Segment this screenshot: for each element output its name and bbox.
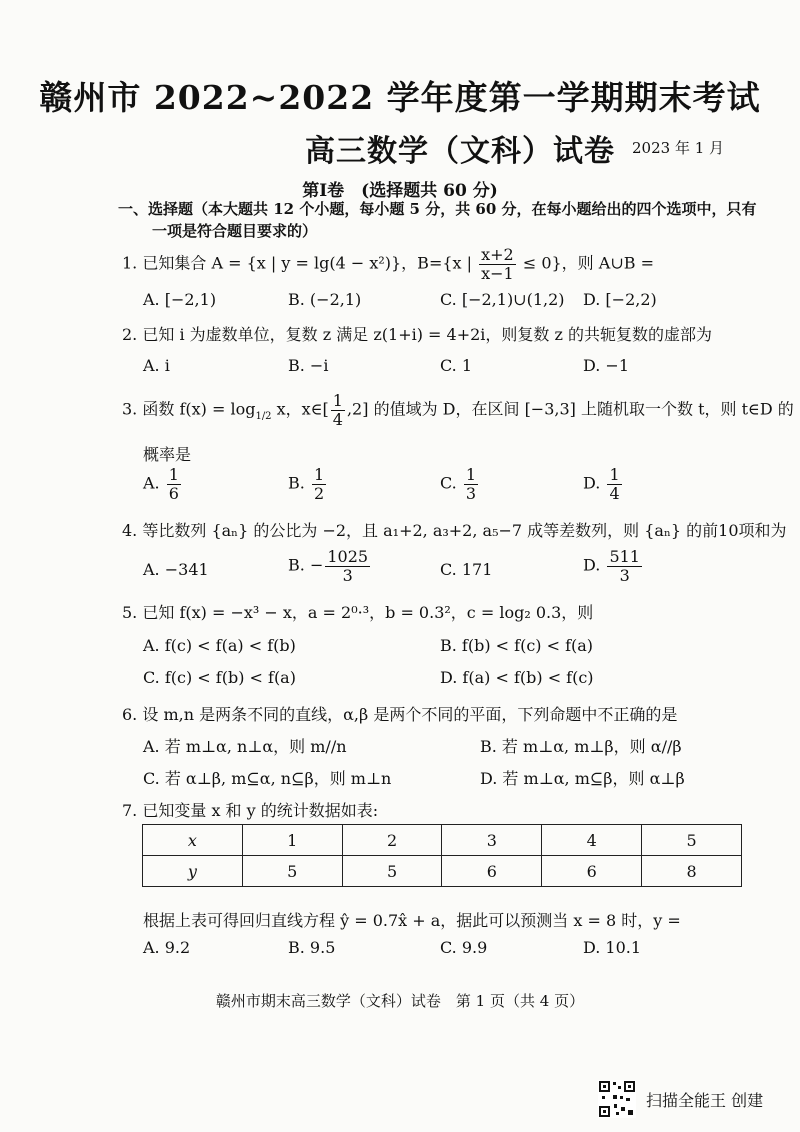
option-label: C. <box>440 473 457 493</box>
table-cell: 4 <box>542 825 642 856</box>
option-label: A. <box>143 560 160 579</box>
table-cell: 2 <box>342 825 442 856</box>
fraction-denominator: 6 <box>168 483 179 503</box>
question-7-continuation: 根据上表可得回归直线方程 ŷ = 0.7x̂ + a，据此可以预测当 x = 8 时，y = <box>143 911 681 930</box>
table-cell: x <box>143 825 243 856</box>
fraction-numerator: 1025 <box>327 547 369 566</box>
option-c: C. [−2,1)∪(1,2) <box>440 290 565 309</box>
option-d: D. [−2,2) <box>583 290 657 309</box>
option-label: D. <box>583 473 601 493</box>
log-base: 1/2 <box>255 410 272 422</box>
question-number: 3. <box>122 399 138 419</box>
fraction-numerator: x+2 <box>481 245 514 264</box>
question-text: 已知变量 x 和 y 的统计数据如表: <box>142 801 379 820</box>
fraction <box>325 548 370 584</box>
fraction-denominator: 3 <box>619 565 630 585</box>
question-6 <box>122 702 762 725</box>
qr-code-icon <box>598 1080 636 1118</box>
question-text-tail: ≤ 0}，则 A∪B = <box>522 253 654 273</box>
fraction-denominator: 4 <box>609 483 620 503</box>
option-d <box>583 548 644 584</box>
question-text: 已知集合 A = {x | y = lg(4 − x²)}，B={x | <box>142 253 473 273</box>
fraction <box>464 466 478 502</box>
fraction <box>167 466 181 502</box>
question-3-continuation: 概率是 <box>143 445 192 464</box>
fraction-numerator: 1 <box>465 465 477 484</box>
option-b: B. 若 m⊥α, m⊥β，则 α//β <box>480 737 682 756</box>
question-text: 等比数列 {aₙ} 的公比为 −2，且 a₁+2, a₃+2, a₅−7 成等差数列，则 {aₙ} 的前10项和为 <box>142 521 787 540</box>
section-line-2: 一项是符合题目要求的） <box>152 222 318 240</box>
option-sign: − <box>309 555 324 575</box>
question-number: 4. <box>122 521 138 540</box>
table-row <box>143 825 742 856</box>
question-text: 设 m,n 是两条不同的直线，α,β 是两个不同的平面，下列命题中不正确的是 <box>142 705 678 724</box>
stats-table <box>142 824 742 887</box>
option-b: B. 9.5 <box>288 938 336 957</box>
option-label: A. <box>143 473 160 493</box>
question-text: 已知 i 为虚数单位，复数 z 满足 z(1+i) = 4+2i，则复数 z 的共轭复数的虚部为 <box>142 325 713 344</box>
table-cell: y <box>143 856 243 887</box>
option-c: C. 1 <box>440 356 473 375</box>
option-b <box>288 466 328 502</box>
fraction-numerator: 1 <box>332 391 343 410</box>
question-3 <box>122 391 794 429</box>
option-b <box>288 548 372 584</box>
section-line-1: 一、选择题（本大题共 12 个小题，每小题 5 分，共 60 分，在每小题给出的四个选项中，只有 <box>118 200 757 218</box>
question-number: 7. <box>122 801 138 820</box>
fraction-denominator: 3 <box>465 483 477 503</box>
fraction <box>479 246 516 282</box>
question-number: 2. <box>122 325 138 344</box>
question-4 <box>122 518 787 541</box>
option-d: D. 若 m⊥α, m⊆β，则 α⊥β <box>480 769 685 788</box>
fraction <box>607 548 642 584</box>
fraction-numerator: 1 <box>313 465 325 484</box>
question-2 <box>122 322 762 345</box>
option-label: D. <box>583 555 601 575</box>
fraction <box>331 392 345 428</box>
option-b: B. (−2,1) <box>288 290 362 309</box>
option-c <box>440 560 492 579</box>
option-d <box>583 466 624 502</box>
fraction <box>312 466 326 502</box>
option-c <box>440 466 480 502</box>
option-a: A. i <box>143 356 170 375</box>
option-label: B. <box>288 555 305 575</box>
option-value: −341 <box>164 560 209 579</box>
exam-subtitle: 高三数学（文科）试卷 <box>305 134 615 169</box>
option-label: C. <box>440 560 457 579</box>
scanner-brand: 扫描全能王 创建 <box>646 1091 764 1110</box>
page-footer: 赣州市期末高三数学（文科）试卷 第 1 页（共 4 页） <box>215 992 585 1010</box>
option-d: D. 10.1 <box>583 938 642 957</box>
fraction-denominator: x−1 <box>481 263 514 283</box>
question-text-mid: x，x∈[ <box>276 399 329 419</box>
option-a: A. f(c) < f(a) < f(b) <box>143 636 296 655</box>
table-cell: 5 <box>642 825 742 856</box>
table-cell: 5 <box>342 856 442 887</box>
exam-title: 赣州市 2022~2022 学年度第一学期期末考试 <box>39 78 761 117</box>
option-b: B. −i <box>288 356 329 375</box>
table-cell: 1 <box>242 825 342 856</box>
table-cell: 8 <box>642 856 742 887</box>
question-number: 5. <box>122 603 138 622</box>
question-text: 函数 f(x) = log <box>142 399 256 419</box>
option-a <box>143 560 209 579</box>
section-instructions <box>118 198 758 242</box>
option-a: A. 9.2 <box>143 938 191 957</box>
option-c: C. f(c) < f(b) < f(a) <box>143 668 296 687</box>
exam-date: 2023 年 1 月 <box>632 139 725 157</box>
table-cell: 6 <box>542 856 642 887</box>
question-text-tail: ,2] 的值域为 D，在区间 [−3,3] 上随机取一个数 t，则 t∈D 的 <box>346 399 794 419</box>
option-d: D. f(a) < f(b) < f(c) <box>440 668 594 687</box>
question-1 <box>122 246 762 282</box>
table-cell: 6 <box>442 856 542 887</box>
question-number: 6. <box>122 705 138 724</box>
fraction-numerator: 1 <box>168 465 179 484</box>
option-value: 171 <box>461 560 493 579</box>
question-number: 1. <box>122 253 138 273</box>
fraction-numerator: 1 <box>609 465 620 484</box>
question-7 <box>122 798 762 821</box>
fraction-denominator: 4 <box>332 409 343 429</box>
table-row <box>143 856 742 887</box>
option-c: C. 若 α⊥β, m⊆α, n⊆β，则 m⊥n <box>143 769 392 788</box>
fraction-numerator: 511 <box>609 547 640 566</box>
option-d: D. −1 <box>583 356 630 375</box>
option-label: B. <box>288 473 305 493</box>
question-text: 已知 f(x) = −x³ − x，a = 2⁰·³，b = 0.3²，c = log₂ 0.3，则 <box>142 603 594 622</box>
option-a <box>143 466 183 502</box>
option-c: C. 9.9 <box>440 938 488 957</box>
question-5 <box>122 600 762 623</box>
table-cell: 3 <box>442 825 542 856</box>
fraction-denominator: 3 <box>342 565 353 585</box>
part-heading: 第Ⅰ卷 (选择题共 60 分) <box>302 181 498 201</box>
fraction-denominator: 2 <box>313 483 325 503</box>
option-a: A. 若 m⊥α, n⊥α，则 m//n <box>143 737 347 756</box>
fraction <box>607 466 621 502</box>
table-cell: 5 <box>242 856 342 887</box>
option-a: A. [−2,1) <box>143 290 217 309</box>
option-b: B. f(b) < f(c) < f(a) <box>440 636 594 655</box>
